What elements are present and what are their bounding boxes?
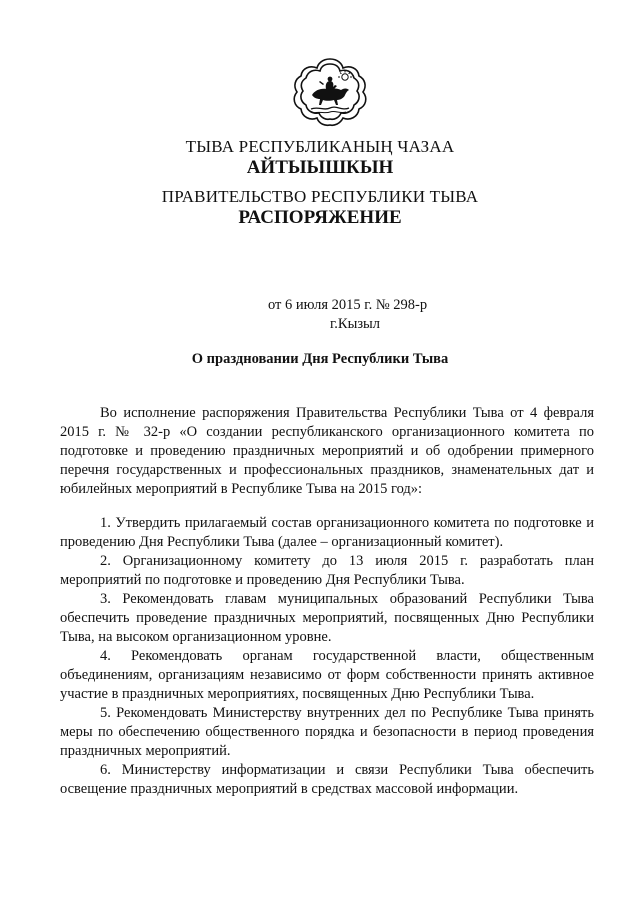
list-item: 3. Рекомендовать главам муниципальных образований Республики Тыва обеспечить проведение праздничных мероприятий, посвященных Дню Республики Тыва, на высоком организационном уровне. xyxy=(60,591,594,645)
header-tuvan-government: ТЫВА РЕСПУБЛИКАНЫҢ ЧАЗАА xyxy=(185,137,455,156)
list-item: 5. Рекомендовать Министерству внутренних дел по Республике Тыва принять меры по обеспечению общественного порядка и безопасности в период проведения праздничных мероприятий. xyxy=(60,705,594,759)
document-city: г.Кызыл xyxy=(329,316,381,332)
header-tuvan-order-type: АЙТЫЫШКЫН xyxy=(246,157,394,178)
list-item: 4. Рекомендовать органам государственной власти, общественным объединениям, организациям независимо от форм собственности принять активное участие в праздничных мероприятиях, посвященных Дню Республики Тыва. xyxy=(60,648,594,702)
document-title: О праздновании Дня Республики Тыва xyxy=(191,351,449,367)
intro-paragraph: Во исполнение распоряжения Правительства Республики Тыва от 4 февраля 2015 г. № 32-р «О создании республиканского организационного комитета по подготовке и проведению праздничных мероприятий и об одобрении примерного перечня государственных и профессиональных праздников, знаменательных дат и юбилейных мероприятий в Республике Тыва на 2015 год»: xyxy=(60,405,594,497)
list-item: 1. Утвердить прилагаемый состав организационного комитета по подготовке и проведению Дня Республики Тыва (далее – организационный комитет). xyxy=(60,515,594,550)
list-item: 2. Организационному комитету до 13 июля 2015 г. разработать план мероприятий по подготовке и проведению Дня Республики Тыва. xyxy=(60,553,594,588)
header-russian-order-type: РАСПОРЯЖЕНИЕ xyxy=(238,207,402,228)
list-item: 6. Министерству информатизации и связи Республики Тыва обеспечить освещение праздничных мероприятий в средствах массовой информации. xyxy=(60,762,594,797)
republic-of-tuva-emblem-icon xyxy=(290,55,370,127)
document-body xyxy=(60,404,594,799)
document-date-number: от 6 июля 2015 г. № 298-р xyxy=(268,297,428,313)
header-russian-government: ПРАВИТЕЛЬСТВО РЕСПУБЛИКИ ТЫВА xyxy=(161,187,479,206)
